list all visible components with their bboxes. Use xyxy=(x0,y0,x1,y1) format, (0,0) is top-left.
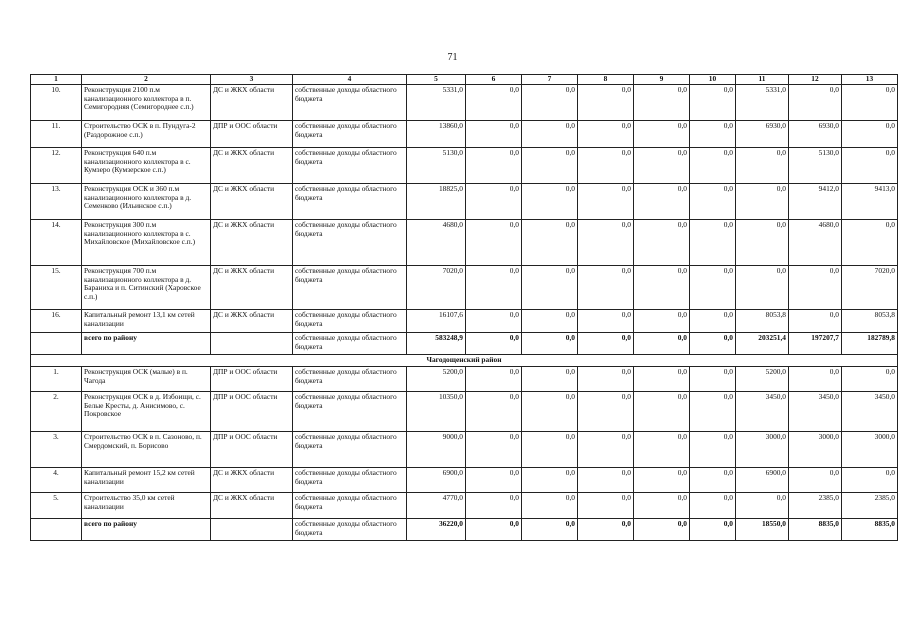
table-row xyxy=(31,266,898,310)
value-col-8: 0,0 xyxy=(578,432,634,468)
row-number: 2. xyxy=(31,392,82,432)
header-cell: 13 xyxy=(842,75,898,85)
value-col-10: 0,0 xyxy=(690,184,736,220)
funding-source: собственные доходы областного бюджета xyxy=(293,220,407,266)
value-col-13: 182789,8 xyxy=(842,333,898,355)
funding-source: собственные доходы областного бюджета xyxy=(293,493,407,519)
header-cell: 8 xyxy=(578,75,634,85)
value-col-13: 3000,0 xyxy=(842,432,898,468)
value-col-8: 0,0 xyxy=(578,367,634,392)
value-col-9: 0,0 xyxy=(634,367,690,392)
value-col-7: 0,0 xyxy=(522,220,578,266)
responsible-org: ДС и ЖКХ области xyxy=(211,85,293,121)
project-name: Реконструкция 640 п.м канализационного коллектора в с. Кумзеро (Кумзерское с.п.) xyxy=(82,148,211,184)
funding-source: собственные доходы областного бюджета xyxy=(293,432,407,468)
value-col-6: 0,0 xyxy=(466,493,522,519)
funding-source: собственные доходы областного бюджета xyxy=(293,333,407,355)
value-col-8: 0,0 xyxy=(578,468,634,493)
value-col-8: 0,0 xyxy=(578,333,634,355)
value-col-8: 0,0 xyxy=(578,493,634,519)
value-col-13: 3450,0 xyxy=(842,392,898,432)
value-col-7: 0,0 xyxy=(522,310,578,333)
responsible-org: ДС и ЖКХ области xyxy=(211,266,293,310)
total-label: всего по району xyxy=(82,519,211,541)
table-row xyxy=(31,148,898,184)
responsible-org: ДПР и ООС области xyxy=(211,432,293,468)
header-cell: 10 xyxy=(690,75,736,85)
value-col-5: 10350,0 xyxy=(407,392,466,432)
value-col-11: 0,0 xyxy=(736,184,789,220)
value-col-12: 5130,0 xyxy=(789,148,842,184)
header-cell: 11 xyxy=(736,75,789,85)
value-col-6: 0,0 xyxy=(466,519,522,541)
value-col-12: 3450,0 xyxy=(789,392,842,432)
project-name: Реконструкция 300 п.м канализационного коллектора в с. Михайловское (Михайловское с.п.) xyxy=(82,220,211,266)
value-col-8: 0,0 xyxy=(578,184,634,220)
funding-source: собственные доходы областного бюджета xyxy=(293,392,407,432)
table-row xyxy=(31,432,898,468)
value-col-13: 0,0 xyxy=(842,121,898,148)
value-col-9: 0,0 xyxy=(634,432,690,468)
value-col-11: 5200,0 xyxy=(736,367,789,392)
value-col-9: 0,0 xyxy=(634,184,690,220)
row-number: 15. xyxy=(31,266,82,310)
value-col-5: 36220,0 xyxy=(407,519,466,541)
value-col-5: 9000,0 xyxy=(407,432,466,468)
funding-source: собственные доходы областного бюджета xyxy=(293,468,407,493)
header-cell: 12 xyxy=(789,75,842,85)
funding-source: собственные доходы областного бюджета xyxy=(293,148,407,184)
responsible-org: ДС и ЖКХ области xyxy=(211,468,293,493)
header-cell: 6 xyxy=(466,75,522,85)
row-number: 14. xyxy=(31,220,82,266)
value-col-9: 0,0 xyxy=(634,392,690,432)
value-col-11: 0,0 xyxy=(736,220,789,266)
value-col-10: 0,0 xyxy=(690,392,736,432)
value-col-11: 3000,0 xyxy=(736,432,789,468)
funding-source: собственные доходы областного бюджета xyxy=(293,266,407,310)
header-cell: 3 xyxy=(211,75,293,85)
value-col-10: 0,0 xyxy=(690,148,736,184)
value-col-6: 0,0 xyxy=(466,148,522,184)
value-col-10: 0,0 xyxy=(690,519,736,541)
value-col-13: 0,0 xyxy=(842,220,898,266)
value-col-9: 0,0 xyxy=(634,468,690,493)
value-col-12: 0,0 xyxy=(789,367,842,392)
value-col-12: 9412,0 xyxy=(789,184,842,220)
table-row xyxy=(31,85,898,121)
value-col-12: 3000,0 xyxy=(789,432,842,468)
value-col-5: 5130,0 xyxy=(407,148,466,184)
value-col-5: 5331,0 xyxy=(407,85,466,121)
value-col-5: 5200,0 xyxy=(407,367,466,392)
row-number: 1. xyxy=(31,367,82,392)
responsible-org: ДПР и ООС области xyxy=(211,121,293,148)
value-col-8: 0,0 xyxy=(578,392,634,432)
responsible-org: ДПР и ООС области xyxy=(211,367,293,392)
value-col-6: 0,0 xyxy=(466,367,522,392)
value-col-12: 0,0 xyxy=(789,310,842,333)
district-total-row xyxy=(31,333,898,355)
responsible-org: ДС и ЖКХ области xyxy=(211,220,293,266)
value-col-10: 0,0 xyxy=(690,310,736,333)
value-col-7: 0,0 xyxy=(522,392,578,432)
value-col-7: 0,0 xyxy=(522,468,578,493)
table-row xyxy=(31,493,898,519)
value-col-10: 0,0 xyxy=(690,85,736,121)
row-number: 12. xyxy=(31,148,82,184)
project-name: Реконструкция ОСК и 360 п.м канализационного коллектора в д. Семенково (Ильинское с.п.) xyxy=(82,184,211,220)
value-col-7: 0,0 xyxy=(522,266,578,310)
value-col-6: 0,0 xyxy=(466,432,522,468)
value-col-11: 0,0 xyxy=(736,266,789,310)
value-col-9: 0,0 xyxy=(634,266,690,310)
value-col-6: 0,0 xyxy=(466,392,522,432)
value-col-7: 0,0 xyxy=(522,85,578,121)
value-col-10: 0,0 xyxy=(690,367,736,392)
value-col-9: 0,0 xyxy=(634,310,690,333)
value-col-13: 0,0 xyxy=(842,148,898,184)
value-col-13: 8053,8 xyxy=(842,310,898,333)
value-col-6: 0,0 xyxy=(466,310,522,333)
header-cell: 4 xyxy=(293,75,407,85)
value-col-13: 9413,0 xyxy=(842,184,898,220)
value-col-6: 0,0 xyxy=(466,121,522,148)
value-col-9: 0,0 xyxy=(634,148,690,184)
value-col-5: 13860,0 xyxy=(407,121,466,148)
value-col-8: 0,0 xyxy=(578,121,634,148)
value-col-5: 16107,6 xyxy=(407,310,466,333)
value-col-7: 0,0 xyxy=(522,148,578,184)
value-col-9: 0,0 xyxy=(634,85,690,121)
value-col-5: 7020,0 xyxy=(407,266,466,310)
value-col-9: 0,0 xyxy=(634,220,690,266)
value-col-11: 5331,0 xyxy=(736,85,789,121)
value-col-11: 8053,8 xyxy=(736,310,789,333)
row-number: 4. xyxy=(31,468,82,493)
value-col-5: 583248,9 xyxy=(407,333,466,355)
project-name: Строительство ОСК в п. Пундуга-2 (Раздорожное с.п.) xyxy=(82,121,211,148)
budget-table xyxy=(30,74,898,541)
value-col-8: 0,0 xyxy=(578,220,634,266)
value-col-13: 0,0 xyxy=(842,85,898,121)
row-number: 3. xyxy=(31,432,82,468)
value-col-10: 0,0 xyxy=(690,121,736,148)
funding-source: собственные доходы областного бюджета xyxy=(293,184,407,220)
responsible-org xyxy=(211,519,293,541)
responsible-org xyxy=(211,333,293,355)
value-col-11: 18550,0 xyxy=(736,519,789,541)
value-col-12: 0,0 xyxy=(789,85,842,121)
value-col-6: 0,0 xyxy=(466,266,522,310)
value-col-5: 4770,0 xyxy=(407,493,466,519)
row-number: 10. xyxy=(31,85,82,121)
value-col-5: 18825,0 xyxy=(407,184,466,220)
row-number xyxy=(31,333,82,355)
row-number: 16. xyxy=(31,310,82,333)
value-col-7: 0,0 xyxy=(522,121,578,148)
value-col-13: 2385,0 xyxy=(842,493,898,519)
value-col-7: 0,0 xyxy=(522,333,578,355)
section-header-row xyxy=(31,355,898,367)
value-col-9: 0,0 xyxy=(634,493,690,519)
value-col-12: 0,0 xyxy=(789,266,842,310)
value-col-7: 0,0 xyxy=(522,519,578,541)
value-col-12: 4680,0 xyxy=(789,220,842,266)
project-name: Реконструкция 2100 п.м канализационного коллектора в п. Семигородняя (Семигороднее с.п.) xyxy=(82,85,211,121)
value-col-11: 0,0 xyxy=(736,148,789,184)
value-col-11: 6930,0 xyxy=(736,121,789,148)
section-title: Чагодощенский район xyxy=(31,355,898,367)
value-col-7: 0,0 xyxy=(522,432,578,468)
value-col-11: 6900,0 xyxy=(736,468,789,493)
value-col-7: 0,0 xyxy=(522,493,578,519)
value-col-5: 6900,0 xyxy=(407,468,466,493)
header-cell: 9 xyxy=(634,75,690,85)
project-name: Реконструкция ОСК в д. Избоищи, с. Белые Кресты, д. Анисимово, с. Покровское xyxy=(82,392,211,432)
value-col-9: 0,0 xyxy=(634,121,690,148)
value-col-13: 8835,0 xyxy=(842,519,898,541)
total-label: всего по району xyxy=(82,333,211,355)
project-name: Капитальный ремонт 15,2 км сетей канализации xyxy=(82,468,211,493)
value-col-13: 7020,0 xyxy=(842,266,898,310)
value-col-7: 0,0 xyxy=(522,367,578,392)
funding-source: собственные доходы областного бюджета xyxy=(293,121,407,148)
district-total-row xyxy=(31,519,898,541)
value-col-6: 0,0 xyxy=(466,85,522,121)
responsible-org: ДС и ЖКХ области xyxy=(211,148,293,184)
table-row xyxy=(31,121,898,148)
header-cell: 1 xyxy=(31,75,82,85)
table-row xyxy=(31,184,898,220)
funding-source: собственные доходы областного бюджета xyxy=(293,519,407,541)
value-col-10: 0,0 xyxy=(690,333,736,355)
header-cell: 2 xyxy=(82,75,211,85)
header-cell: 5 xyxy=(407,75,466,85)
project-name: Капитальный ремонт 13,1 км сетей канализации xyxy=(82,310,211,333)
value-col-11: 0,0 xyxy=(736,493,789,519)
funding-source: собственные доходы областного бюджета xyxy=(293,367,407,392)
value-col-8: 0,0 xyxy=(578,266,634,310)
value-col-10: 0,0 xyxy=(690,493,736,519)
funding-source: собственные доходы областного бюджета xyxy=(293,85,407,121)
table-row xyxy=(31,310,898,333)
page-number: 71 xyxy=(447,52,458,63)
value-col-8: 0,0 xyxy=(578,519,634,541)
value-col-6: 0,0 xyxy=(466,220,522,266)
row-number: 13. xyxy=(31,184,82,220)
value-col-12: 197207,7 xyxy=(789,333,842,355)
header-row xyxy=(31,75,898,85)
value-col-5: 4680,0 xyxy=(407,220,466,266)
value-col-8: 0,0 xyxy=(578,310,634,333)
row-number xyxy=(31,519,82,541)
table-row xyxy=(31,468,898,493)
value-col-6: 0,0 xyxy=(466,468,522,493)
value-col-12: 0,0 xyxy=(789,468,842,493)
project-name: Реконструкция 700 п.м канализационного коллектора в д. Бараниха и п. Ситинский (Харовское с.п.) xyxy=(82,266,211,310)
table-row xyxy=(31,220,898,266)
value-col-9: 0,0 xyxy=(634,333,690,355)
responsible-org: ДС и ЖКХ области xyxy=(211,184,293,220)
value-col-12: 2385,0 xyxy=(789,493,842,519)
value-col-8: 0,0 xyxy=(578,148,634,184)
table-row xyxy=(31,367,898,392)
value-col-6: 0,0 xyxy=(466,333,522,355)
funding-source: собственные доходы областного бюджета xyxy=(293,310,407,333)
value-col-11: 3450,0 xyxy=(736,392,789,432)
row-number: 5. xyxy=(31,493,82,519)
value-col-12: 6930,0 xyxy=(789,121,842,148)
value-col-13: 0,0 xyxy=(842,367,898,392)
project-name: Реконструкция ОСК (малые) в п. Чагода xyxy=(82,367,211,392)
responsible-org: ДПР и ООС области xyxy=(211,392,293,432)
value-col-11: 203251,4 xyxy=(736,333,789,355)
project-name: Строительство ОСК в п. Сазоново, п. Смердомский, п. Борисово xyxy=(82,432,211,468)
project-name: Строительство 35,0 км сетей канализации xyxy=(82,493,211,519)
value-col-12: 8835,0 xyxy=(789,519,842,541)
row-number: 11. xyxy=(31,121,82,148)
table-row xyxy=(31,392,898,432)
value-col-7: 0,0 xyxy=(522,184,578,220)
value-col-10: 0,0 xyxy=(690,266,736,310)
responsible-org: ДС и ЖКХ области xyxy=(211,493,293,519)
value-col-10: 0,0 xyxy=(690,468,736,493)
value-col-8: 0,0 xyxy=(578,85,634,121)
value-col-6: 0,0 xyxy=(466,184,522,220)
value-col-13: 0,0 xyxy=(842,468,898,493)
value-col-9: 0,0 xyxy=(634,519,690,541)
responsible-org: ДС и ЖКХ области xyxy=(211,310,293,333)
header-cell: 7 xyxy=(522,75,578,85)
value-col-10: 0,0 xyxy=(690,432,736,468)
value-col-10: 0,0 xyxy=(690,220,736,266)
